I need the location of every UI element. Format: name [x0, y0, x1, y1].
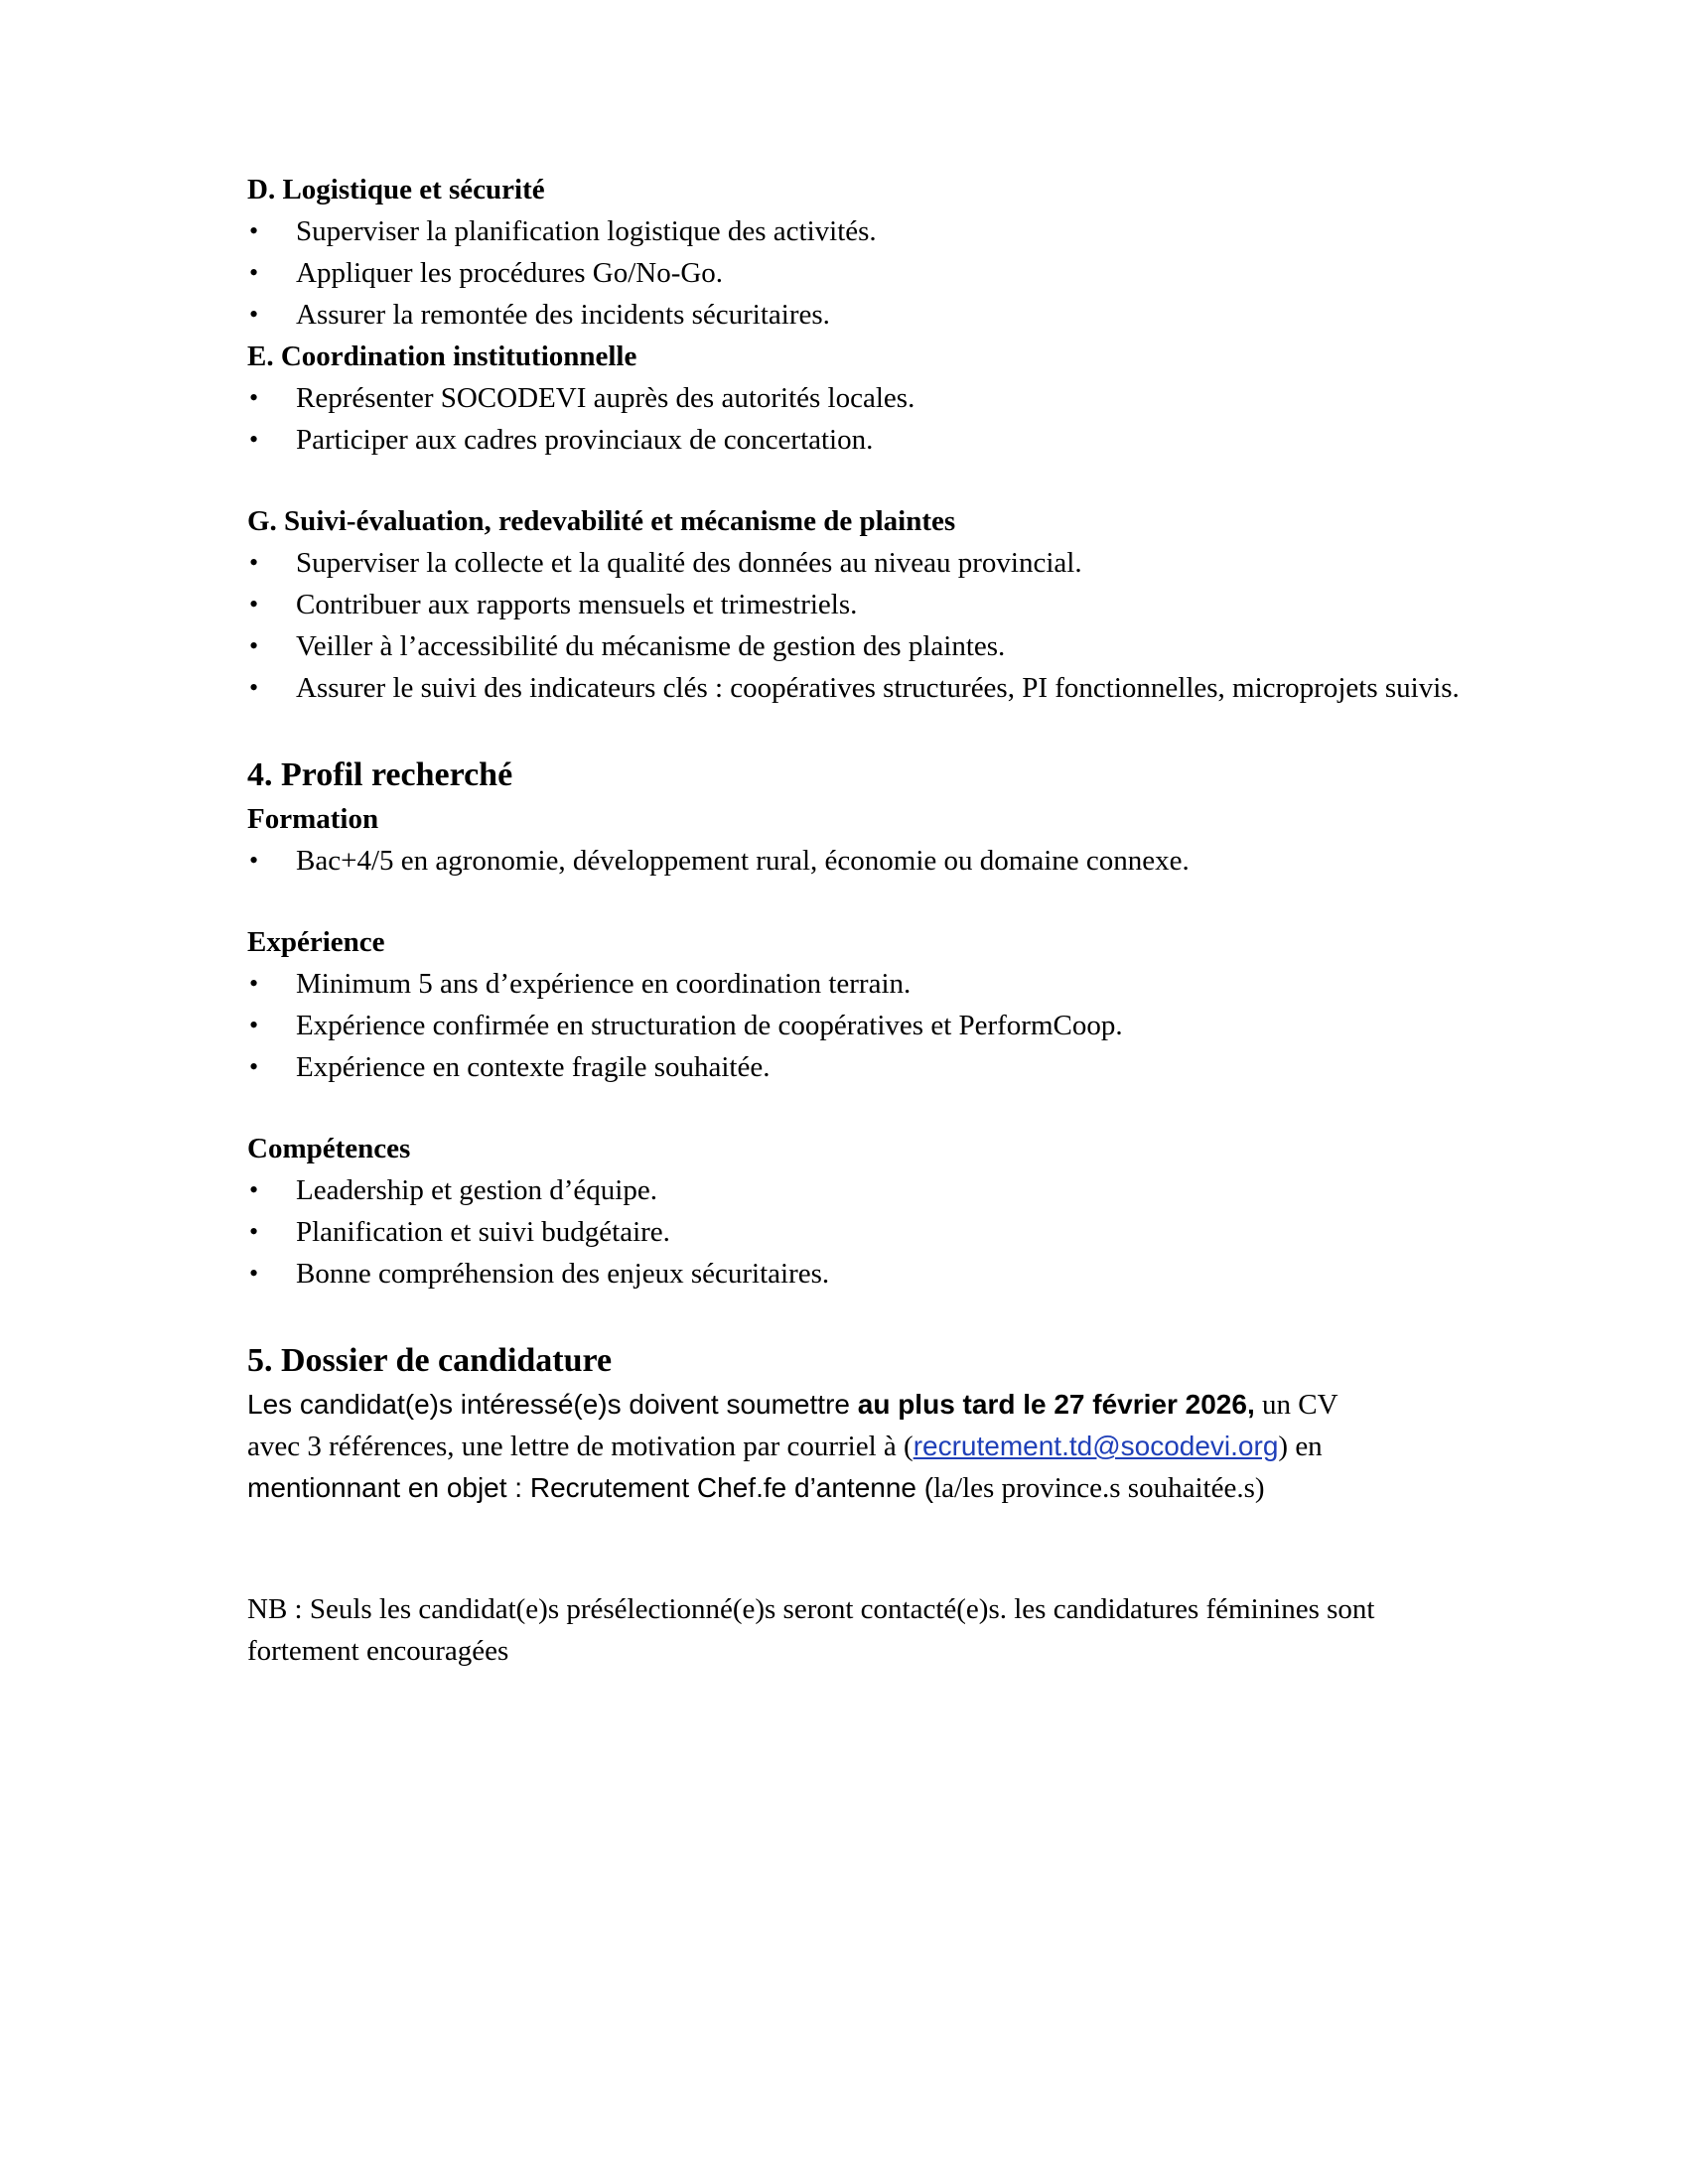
bullet-icon: • — [249, 383, 259, 412]
section-g-list — [247, 542, 1478, 709]
section-d-list — [247, 210, 1478, 336]
formation-list — [247, 840, 1478, 882]
bullet-icon: • — [249, 548, 259, 577]
bullet-icon: • — [249, 846, 259, 875]
deadline-text: au plus tard le 27 février 2026, — [857, 1389, 1255, 1420]
email-link[interactable]: recrutement.td@socodevi.org — [913, 1431, 1279, 1461]
bullet-icon: • — [249, 1259, 259, 1288]
formation-heading: Formation — [247, 803, 379, 835]
section-e-heading: E. Coordination institutionnelle — [247, 341, 637, 372]
list-item: • Assurer le suivi des indicateurs clés : coopératives structurées, PI fonctionnelles, microprojets suivis. — [247, 667, 1478, 709]
list-item: • Bac+4/5 en agronomie, développement rural, économie ou domaine connexe. — [247, 840, 1478, 882]
list-item: • Représenter SOCODEVI auprès des autorités locales. — [247, 377, 1478, 419]
section-4-heading: 4. Profil recherché — [247, 756, 513, 793]
section-d-heading: D. Logistique et sécurité — [247, 174, 545, 205]
bullet-icon: • — [249, 969, 259, 998]
list-item: • Veiller à l’accessibilité du mécanisme de gestion des plaintes. — [247, 625, 1478, 667]
competences-list — [247, 1169, 1478, 1295]
document-body — [247, 169, 1478, 1672]
bullet-icon: • — [249, 631, 259, 660]
list-item: • Expérience confirmée en structuration de coopératives et PerformCoop. — [247, 1005, 1478, 1046]
competences-heading: Compétences — [247, 1133, 411, 1164]
list-item: • Superviser la collecte et la qualité des données au niveau provincial. — [247, 542, 1478, 584]
list-item: • Expérience en contexte fragile souhaitée. — [247, 1046, 1478, 1088]
list-item: • Leadership et gestion d’équipe. — [247, 1169, 1478, 1211]
bullet-icon: • — [249, 258, 259, 287]
bullet-icon: • — [249, 216, 259, 245]
bullet-icon: • — [249, 1175, 259, 1204]
list-item: • Participer aux cadres provinciaux de concertation. — [247, 419, 1478, 461]
bullet-icon: • — [249, 425, 259, 454]
list-item: • Appliquer les procédures Go/No-Go. — [247, 252, 1478, 294]
list-item: • Minimum 5 ans d’expérience en coordination terrain. — [247, 963, 1478, 1005]
bullet-icon: • — [249, 673, 259, 702]
section-e-list — [247, 377, 1478, 461]
list-item: • Assurer la remontée des incidents sécuritaires. — [247, 294, 1478, 336]
list-item: • Contribuer aux rapports mensuels et trimestriels. — [247, 584, 1478, 625]
section-g-heading: G. Suivi-évaluation, redevabilité et mécanisme de plaintes — [247, 505, 956, 537]
bullet-icon: • — [249, 1217, 259, 1246]
experience-heading: Expérience — [247, 926, 385, 958]
bullet-icon: • — [249, 300, 259, 329]
bullet-icon: • — [249, 1052, 259, 1081]
bullet-icon: • — [249, 590, 259, 618]
application-instructions: Les candidat(e)s intéressé(e)s doivent soumettre au plus tard le 27 février 2026, un CV avec 3 références, une lettre de motivation par courriel à (recrutement.td@socodevi.org) en mentionnant en objet : Recrutement Chef.fe d’antenne (la/les province.s souhaitée.s) — [247, 1389, 1338, 1504]
list-item: • Superviser la planification logistique des activités. — [247, 210, 1478, 252]
section-5-heading: 5. Dossier de candidature — [247, 1342, 613, 1379]
nb-note: NB : Seuls les candidat(e)s présélectionné(e)s seront contacté(e)s. les candidatures féminines sont fortement encouragées — [247, 1593, 1375, 1667]
list-item: • Bonne compréhension des enjeux sécuritaires. — [247, 1253, 1478, 1295]
experience-list — [247, 963, 1478, 1088]
bullet-icon: • — [249, 1011, 259, 1039]
list-item: • Planification et suivi budgétaire. — [247, 1211, 1478, 1253]
